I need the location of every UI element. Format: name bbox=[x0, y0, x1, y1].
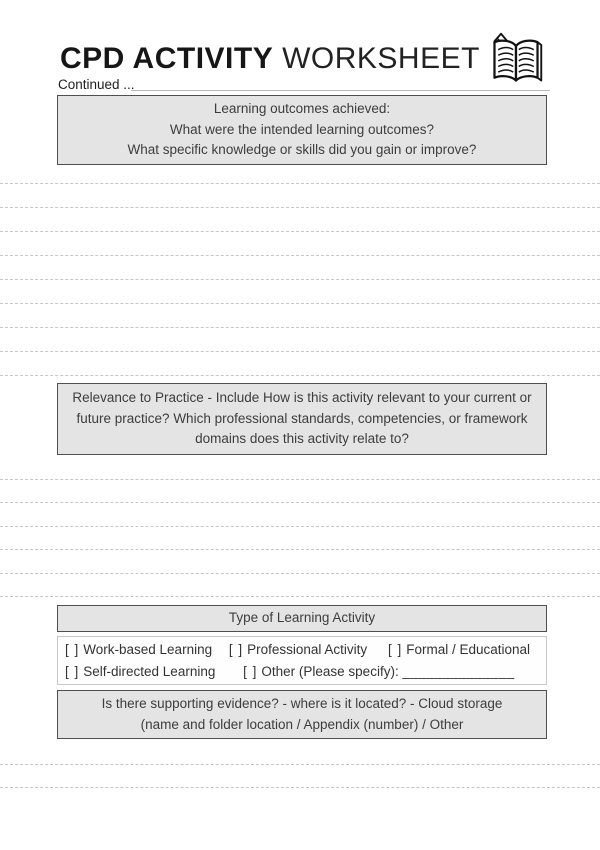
header-divider bbox=[131, 90, 550, 91]
checkbox-label: Self-directed Learning bbox=[83, 663, 216, 679]
learning-activity-header-box bbox=[57, 605, 547, 632]
checkbox-glyph[interactable]: [ ] bbox=[243, 663, 258, 679]
checkbox-option-professional[interactable] bbox=[229, 639, 367, 661]
ruled-line bbox=[0, 303, 600, 304]
relevance-text: Relevance to Practice - Include How is this activity relevant to your current or future practice? Which professional standards, competencies, or framework domains does this activity relate to? bbox=[72, 390, 532, 447]
open-book-pencil-icon bbox=[486, 30, 546, 88]
checkbox-glyph[interactable]: [ ] bbox=[65, 663, 80, 679]
continued-label: Continued ... bbox=[58, 77, 135, 92]
checkbox-glyph[interactable]: [ ] bbox=[228, 642, 244, 657]
ruled-line bbox=[0, 787, 600, 788]
ruled-line bbox=[0, 479, 600, 480]
ruled-line bbox=[0, 526, 600, 527]
page-title-worksheet: WORKSHEET bbox=[282, 42, 480, 75]
options-row-1 bbox=[65, 639, 539, 661]
learning-outcomes-line3: What specific knowledge or skills did you gain or improve? bbox=[127, 142, 477, 158]
ruled-line bbox=[0, 375, 600, 376]
ruled-line bbox=[0, 596, 600, 597]
ruled-line bbox=[0, 327, 600, 328]
page-title-light bbox=[273, 42, 282, 75]
ruled-line bbox=[0, 573, 600, 574]
learning-activity-options-box bbox=[57, 636, 547, 685]
ruled-line bbox=[0, 764, 600, 765]
evidence-text: Is there supporting evidence? - where is it located? - Cloud storage (name and folder location / Appendix (number) / Other bbox=[101, 696, 503, 732]
ruled-line bbox=[0, 549, 600, 550]
checkbox-glyph[interactable]: [ ] bbox=[65, 642, 80, 657]
other-specify-blank[interactable]: ______________ bbox=[402, 663, 515, 679]
learning-outcomes-line2: What were the intended learning outcomes? bbox=[169, 121, 435, 137]
checkbox-option-other[interactable] bbox=[243, 661, 514, 683]
ruled-line bbox=[0, 255, 600, 256]
checkbox-option-self-directed[interactable] bbox=[65, 661, 215, 683]
checkbox-label: Work-based Learning bbox=[83, 642, 213, 657]
evidence-box bbox=[57, 690, 547, 739]
checkbox-glyph[interactable]: [ ] bbox=[387, 642, 403, 657]
checkbox-option-formal[interactable] bbox=[388, 639, 530, 661]
learning-activity-header: Type of Learning Activity bbox=[228, 610, 376, 625]
checkbox-label: Professional Activity bbox=[247, 642, 368, 657]
page-title bbox=[60, 42, 480, 76]
page-title-bold: CPD ACTIVITY bbox=[60, 42, 274, 75]
options-row-2 bbox=[65, 661, 539, 683]
ruled-line bbox=[0, 279, 600, 280]
ruled-line bbox=[0, 183, 600, 184]
ruled-line bbox=[0, 351, 600, 352]
learning-outcomes-box bbox=[57, 95, 547, 165]
checkbox-label: Other (Please specify): bbox=[261, 663, 399, 679]
ruled-line bbox=[0, 231, 600, 232]
learning-outcomes-line1: Learning outcomes achieved: bbox=[213, 101, 391, 116]
checkbox-option-work-based[interactable] bbox=[65, 639, 212, 661]
ruled-line bbox=[0, 207, 600, 208]
ruled-line bbox=[0, 502, 600, 503]
checkbox-label: Formal / Educational bbox=[406, 642, 531, 657]
relevance-box bbox=[57, 383, 547, 455]
